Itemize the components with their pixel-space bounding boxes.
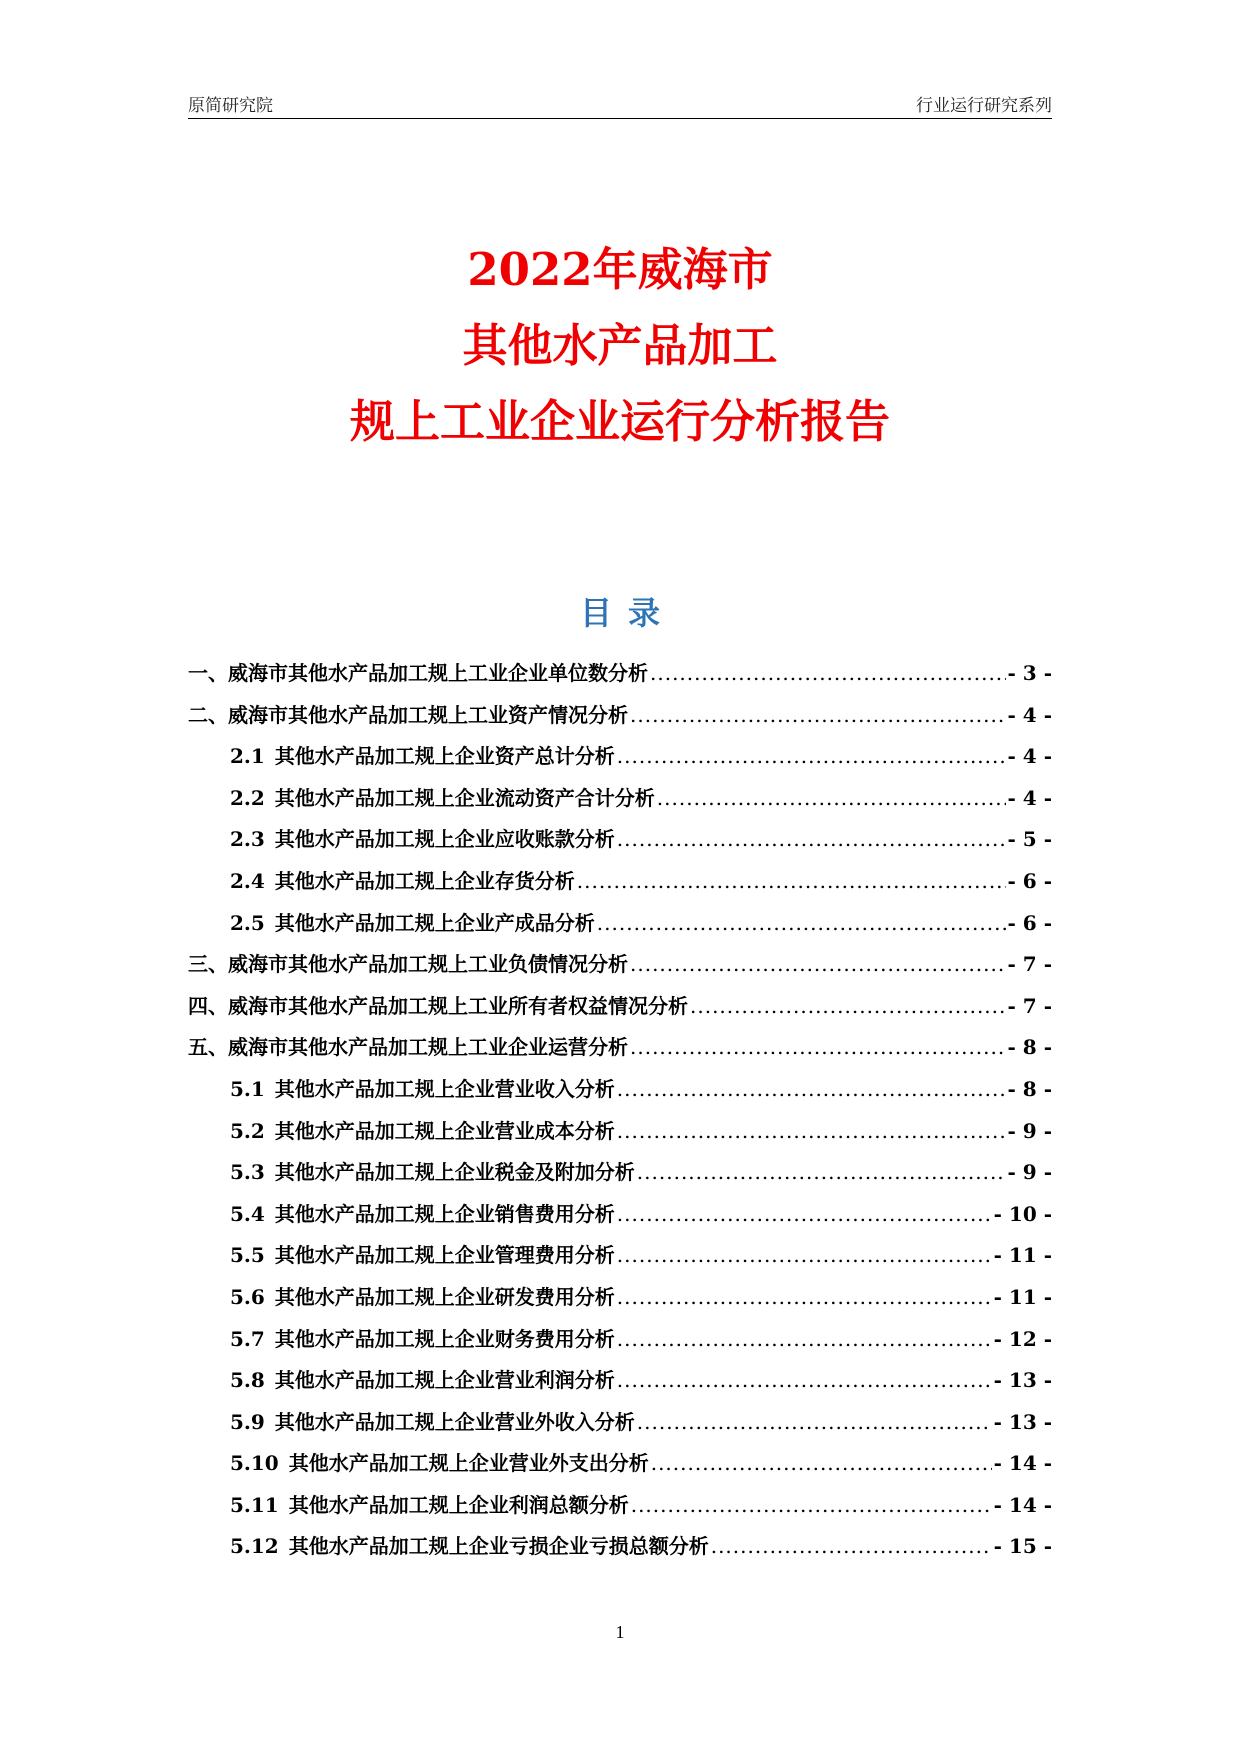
toc-entry-number: 2.2 — [230, 785, 265, 810]
page-header — [188, 88, 1052, 116]
toc-entry-title: 其他水产品加工规上企业营业利润分析 — [274, 1368, 615, 1393]
toc-entry[interactable] — [188, 1319, 1052, 1361]
toc-entry-title: 其他水产品加工规上企业研发费用分析 — [274, 1284, 615, 1309]
toc-entry-title: 二、威海市其他水产品加工规上工业资产情况分析 — [188, 702, 628, 727]
toc-dot-leader — [630, 1027, 1006, 1069]
toc-entry-page: - 6 - — [1007, 868, 1052, 893]
toc-entry-page: - 6 - — [1007, 910, 1052, 935]
toc-entry[interactable] — [188, 819, 1052, 861]
toc-entry-title: 其他水产品加工规上企业亏损企业亏损总额分析 — [288, 1534, 709, 1559]
toc-dot-leader — [577, 861, 1006, 903]
toc-entry-number: 5.8 — [230, 1368, 265, 1393]
toc-entry-title: 其他水产品加工规上企业财务费用分析 — [274, 1326, 615, 1351]
toc-dot-leader — [711, 1526, 992, 1568]
toc-entry-title: 其他水产品加工规上企业管理费用分析 — [274, 1243, 615, 1268]
toc-dot-leader — [617, 1069, 1006, 1111]
toc-entry[interactable] — [188, 1235, 1052, 1277]
toc-entry-title: 其他水产品加工规上企业税金及附加分析 — [274, 1160, 635, 1185]
toc-entry[interactable] — [188, 944, 1052, 986]
toc-entry[interactable] — [188, 1526, 1052, 1568]
toc-entry-number: 5.2 — [230, 1118, 265, 1143]
toc-entry[interactable] — [188, 1111, 1052, 1153]
toc-entry[interactable] — [188, 1443, 1052, 1485]
toc-entry-page: - 14 - — [993, 1492, 1052, 1517]
toc-entry-title: 其他水产品加工规上企业利润总额分析 — [288, 1492, 629, 1517]
toc-dot-leader — [617, 1319, 992, 1361]
toc-entry-number: 5.3 — [230, 1160, 265, 1185]
header-series: 行业运行研究系列 — [916, 96, 1052, 115]
toc-entry[interactable] — [188, 903, 1052, 945]
toc-entry-page: - 3 - — [1007, 661, 1052, 685]
toc-entry[interactable] — [188, 778, 1052, 820]
toc-entry-page: - 4 - — [1007, 702, 1052, 727]
toc-entry-number: 2.3 — [230, 827, 265, 852]
toc-entry[interactable] — [188, 1485, 1052, 1527]
toc-entry[interactable] — [188, 736, 1052, 778]
toc-entry-page: - 11 - — [993, 1243, 1052, 1268]
toc-entry-page: - 8 - — [1007, 1035, 1052, 1060]
toc-dot-leader — [617, 819, 1006, 861]
table-of-contents — [188, 653, 1052, 1568]
toc-entry-page: - 13 - — [993, 1409, 1052, 1434]
toc-entry[interactable] — [188, 1152, 1052, 1194]
toc-entry-title: 四、威海市其他水产品加工规上工业所有者权益情况分析 — [188, 993, 688, 1018]
toc-entry-page: - 8 - — [1007, 1076, 1052, 1101]
toc-entry[interactable] — [188, 653, 1052, 695]
toc-entry-number: 2.1 — [230, 744, 265, 769]
toc-entry-number: 5.4 — [230, 1201, 265, 1226]
toc-entry-title: 其他水产品加工规上企业产成品分析 — [274, 910, 595, 935]
toc-entry-title: 其他水产品加工规上企业存货分析 — [274, 868, 575, 893]
toc-dot-leader — [657, 778, 1006, 820]
toc-dot-leader — [690, 986, 1006, 1028]
toc-entry[interactable] — [188, 986, 1052, 1028]
toc-entry-page: - 10 - — [993, 1201, 1052, 1226]
toc-dot-leader — [617, 1111, 1006, 1153]
toc-entry-title: 其他水产品加工规上企业营业收入分析 — [274, 1076, 615, 1101]
toc-entry-page: - 15 - — [993, 1534, 1052, 1559]
toc-entry-title: 五、威海市其他水产品加工规上工业企业运营分析 — [188, 1035, 628, 1060]
toc-entry-page: - 5 - — [1007, 827, 1052, 852]
toc-entry-page: - 4 - — [1007, 744, 1052, 769]
toc-entry-number: 5.7 — [230, 1326, 265, 1351]
toc-entry-title: 其他水产品加工规上企业营业外收入分析 — [274, 1409, 635, 1434]
title-line-1: 2022年威海市 — [467, 243, 773, 296]
toc-dot-leader — [630, 944, 1006, 986]
toc-entry-number: 2.4 — [230, 868, 265, 893]
toc-entry-page: - 12 - — [993, 1326, 1052, 1351]
toc-entry-number: 5.12 — [230, 1534, 279, 1559]
toc-entry[interactable] — [188, 695, 1052, 737]
toc-entry-title: 其他水产品加工规上企业营业成本分析 — [274, 1118, 615, 1143]
report-title — [188, 232, 1052, 460]
toc-dot-leader — [651, 1443, 992, 1485]
toc-entry-title: 三、威海市其他水产品加工规上工业负债情况分析 — [188, 952, 628, 977]
toc-entry-title: 其他水产品加工规上企业资产总计分析 — [274, 744, 615, 769]
toc-entry-number: 5.6 — [230, 1284, 265, 1309]
toc-entry-page: - 14 - — [993, 1451, 1052, 1476]
toc-dot-leader — [597, 903, 1006, 945]
toc-dot-leader — [617, 736, 1006, 778]
toc-entry[interactable] — [188, 1027, 1052, 1069]
toc-entry-page: - 9 - — [1007, 1118, 1052, 1143]
toc-entry[interactable] — [188, 861, 1052, 903]
toc-dot-leader — [617, 1277, 992, 1319]
toc-entry-title: 一、威海市其他水产品加工规上工业企业单位数分析 — [188, 661, 648, 685]
toc-entry[interactable] — [188, 1194, 1052, 1236]
toc-entry-title: 其他水产品加工规上企业流动资产合计分析 — [274, 785, 655, 810]
toc-dot-leader — [617, 1194, 992, 1236]
toc-dot-leader — [637, 1152, 1006, 1194]
toc-entry-title: 其他水产品加工规上企业营业外支出分析 — [288, 1451, 649, 1476]
toc-heading: 目录 — [579, 594, 676, 632]
toc-entry[interactable] — [188, 1402, 1052, 1444]
toc-entry[interactable] — [188, 1277, 1052, 1319]
toc-dot-leader — [650, 653, 1006, 695]
header-publisher: 原简研究院 — [188, 96, 273, 115]
toc-entry-page: - 13 - — [993, 1368, 1052, 1393]
toc-dot-leader — [617, 1360, 992, 1402]
toc-dot-leader — [637, 1402, 992, 1444]
toc-entry[interactable] — [188, 1069, 1052, 1111]
toc-dot-leader — [631, 1485, 992, 1527]
toc-entry-number: 2.5 — [230, 910, 265, 935]
title-line-3: 规上工业企业运行分析报告 — [349, 395, 890, 448]
toc-entry-page: - 4 - — [1007, 785, 1052, 810]
page-number: 1 — [615, 1622, 625, 1642]
toc-entry-title: 其他水产品加工规上企业应收账款分析 — [274, 827, 615, 852]
toc-entry-page: - 7 - — [1007, 952, 1052, 977]
header-divider — [188, 118, 1052, 119]
toc-entry[interactable] — [188, 1360, 1052, 1402]
toc-entry-page: - 9 - — [1007, 1160, 1052, 1185]
toc-entry-page: - 11 - — [993, 1284, 1052, 1309]
toc-entry-number: 5.5 — [230, 1243, 265, 1268]
title-line-2: 其他水产品加工 — [462, 319, 778, 372]
toc-entry-number: 5.10 — [230, 1451, 279, 1476]
toc-entry-number: 5.11 — [230, 1492, 279, 1517]
toc-dot-leader — [630, 695, 1006, 737]
toc-entry-number: 5.1 — [230, 1076, 265, 1101]
toc-entry-number: 5.9 — [230, 1409, 265, 1434]
toc-entry-title: 其他水产品加工规上企业销售费用分析 — [274, 1201, 615, 1226]
toc-entry-page: - 7 - — [1007, 993, 1052, 1018]
toc-dot-leader — [617, 1235, 992, 1277]
